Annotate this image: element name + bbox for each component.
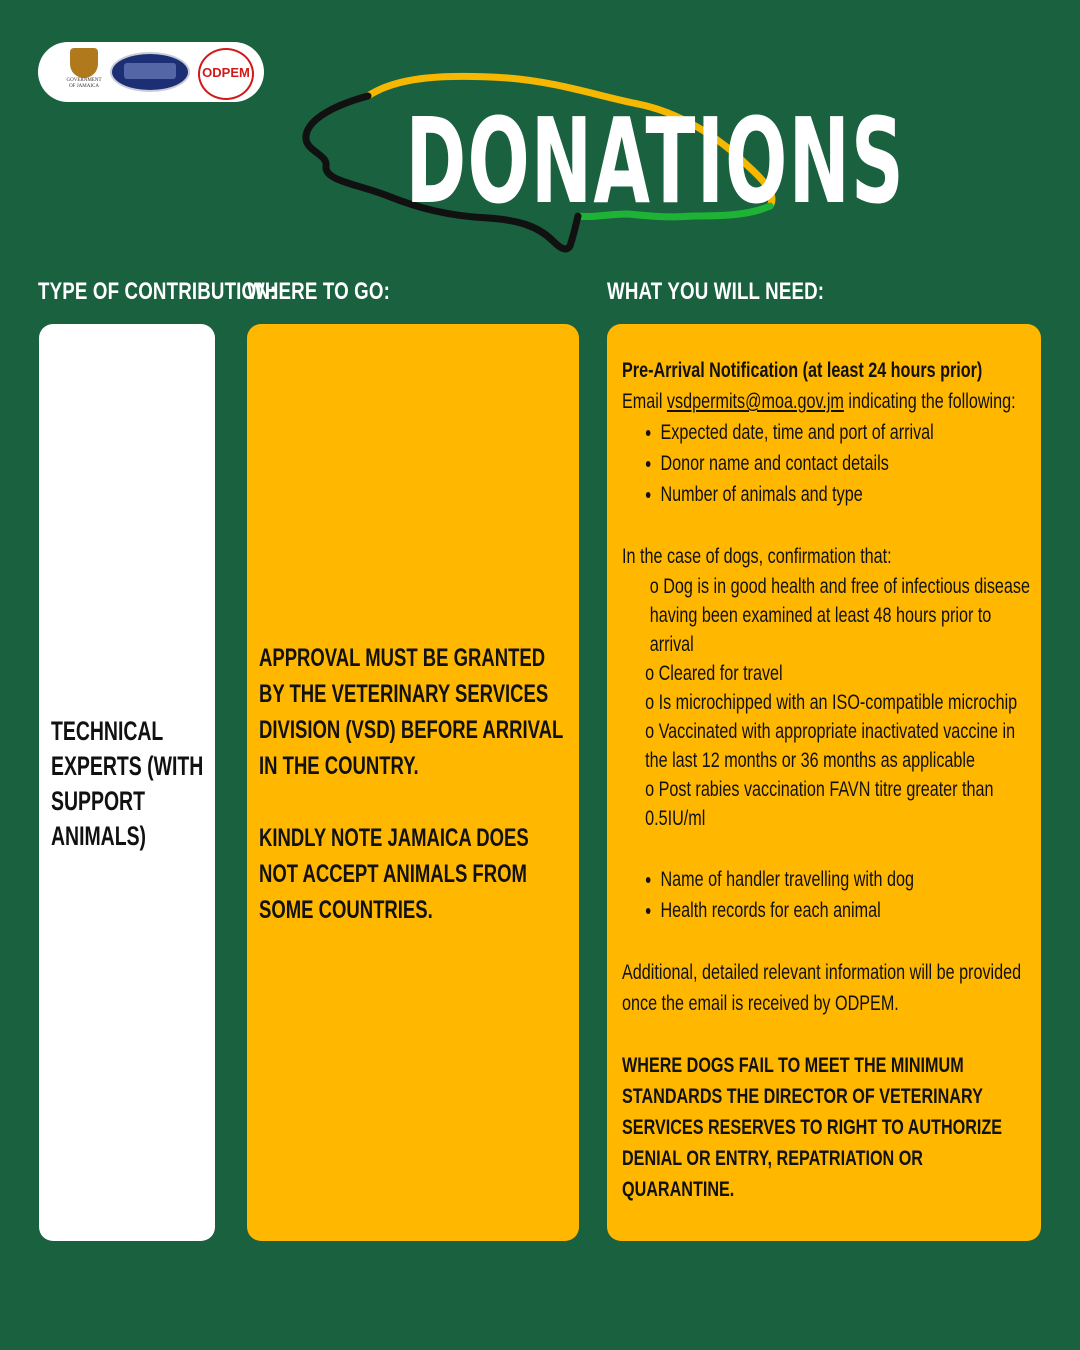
country-restriction-note: KINDLY NOTE JAMAICA DOES NOT ACCEPT ANIMALS FROM SOME COUNTRIES. xyxy=(259,824,529,924)
email-prefix: Email xyxy=(622,390,663,413)
dog-requirements xyxy=(645,572,1038,833)
handler-list xyxy=(622,864,1038,926)
email-suffix: indicating the following: xyxy=(848,390,1016,413)
pre-arrival-heading: Pre-Arrival Notification (at least 24 hours prior) xyxy=(622,359,983,382)
where-to-go-text xyxy=(259,640,570,928)
contribution-type: TECHNICAL EXPERTS (WITH SUPPORT ANIMALS) xyxy=(51,716,204,851)
list-item: • Donor name and contact details xyxy=(661,448,1038,479)
header-what-you-will-need: WHAT YOU WILL NEED: xyxy=(607,278,825,305)
requirements-card xyxy=(607,324,1041,1241)
jamaica-coat-of-arms-logo xyxy=(52,46,116,98)
coat-of-arms-caption: GOVERNMENT OF JAMAICA xyxy=(66,78,102,89)
building-icon xyxy=(124,63,176,79)
odpem-logo-text: ODPEM xyxy=(202,65,250,80)
partner-logos xyxy=(38,42,264,102)
header-type-of-contribution: TYPE OF CONTRIBUTION: xyxy=(38,278,277,305)
dogs-intro: In the case of dogs, confirmation that: xyxy=(622,545,892,568)
requirements-text xyxy=(622,355,1038,1205)
list-item: • Health records for each animal xyxy=(661,895,1038,926)
email-instruction xyxy=(622,386,1038,417)
notification-list xyxy=(622,417,1038,510)
odpem-logo xyxy=(198,48,254,100)
agency-seal-logo xyxy=(110,52,190,92)
approval-requirement: APPROVAL MUST BE GRANTED BY THE VETERINARY SERVICES DIVISION (VSD) BEFORE ARRIVAL IN THE COUNTRY. xyxy=(259,644,563,780)
list-item: o Vaccinated with appropriate inactivated vaccine in the last 12 months or 36 months as applicable xyxy=(645,720,1016,772)
additional-info: Additional, detailed relevant information will be provided once the email is received by ODPEM. xyxy=(622,961,1022,1015)
email-link[interactable]: vsdpermits@moa.gov.jm xyxy=(666,390,844,413)
where-to-go-card xyxy=(247,324,579,1241)
warning-text: WHERE DOGS FAIL TO MEET THE MINIMUM STANDARDS THE DIRECTOR OF VETERINARY SERVICES RESERVES TO RIGHT TO AUTHORIZE DENIAL OR ENTRY, REPATRIATION OR QUARANTINE. xyxy=(622,1054,1003,1201)
contribution-card xyxy=(39,324,215,1241)
list-item: • Name of handler travelling with dog xyxy=(661,864,1038,895)
list-item: • Number of animals and type xyxy=(661,479,1038,510)
list-item: o Cleared for travel xyxy=(645,662,783,685)
coat-of-arms-icon xyxy=(70,48,98,78)
list-item: • Expected date, time and port of arrival xyxy=(661,417,1038,448)
list-item: o Dog is in good health and free of infectious disease having been examined at least 48 hours prior to arrival xyxy=(649,575,1030,656)
page-title: DONATIONS xyxy=(405,92,905,230)
list-item: o Is microchipped with an ISO-compatible microchip xyxy=(645,691,1018,714)
header-where-to-go: WHERE TO GO: xyxy=(247,278,390,305)
list-item: o Post rabies vaccination FAVN titre greater than 0.5IU/ml xyxy=(645,778,994,830)
